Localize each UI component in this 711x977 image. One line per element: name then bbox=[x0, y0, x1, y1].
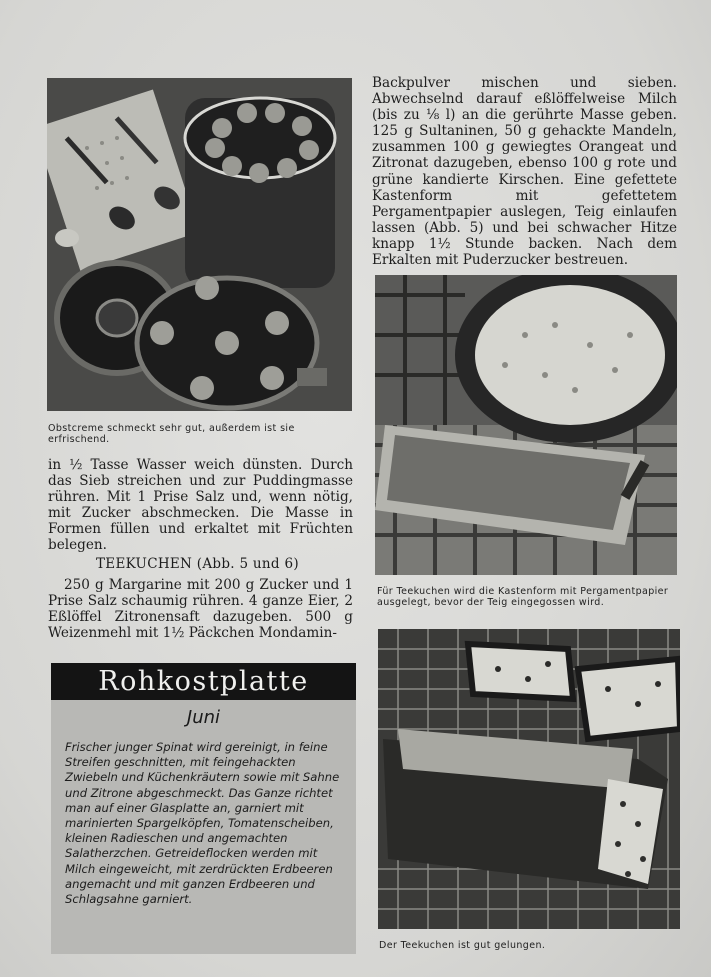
caption-kastenform: Für Teekuchen wird die Kastenform mit Pergamentpapier ausgelegt, bevor der Teig eingegossen wird. bbox=[377, 586, 669, 608]
rohkostplatte-box bbox=[51, 663, 356, 954]
photo-teekuchen bbox=[378, 629, 680, 929]
rohkostplatte-month: Juni bbox=[186, 707, 221, 728]
photo-kastenform bbox=[375, 275, 677, 575]
caption-teekuchen: Der Teekuchen ist gut gelungen. bbox=[379, 940, 546, 951]
paragraph-teekuchen: 250 g Margarine mit 200 g Zucker und 1 Prise Salz schaumig rühren. 4 ganze Eier, 2 Eßlöffel Zitronensaft dazugeben. 500 g Weizenmehl mit 1½ Päckchen Mondamin- bbox=[48, 577, 353, 642]
rohkostplatte-text: Frischer junger Spinat wird gereinigt, in feine Streifen geschnitten, mit feingehackten Zwiebeln und Küchenkräutern sowie mit Sahne und Zitrone abgeschmeckt. Das Ganze richtet man auf einer Glasplatte an, garniert mit marinierten Spargelköpfen, Tomatenscheiben, kleinen Radieschen und angemachten Salatherzchen. Getreideflocken werden mit Milch eingeweicht, mit zerdrückten Erdbeeren angemacht und mit ganzen Erdbeeren und Schlagsahne garniert. bbox=[65, 740, 340, 907]
paragraph-backpulver: Backpulver mischen und sieben. Abwechselnd darauf eßlöffelweise Milch (bis zu ⅛ l) an die gerührte Masse geben. 125 g Sultaninen, 50 g gehackte Mandeln, zusammen 100 g gewiegtes Orangeat und Zitronat dazugeben, ebenso 100 g rote und grüne kandierte Kirschen. Eine gefettete Kastenform mit gefettetem Pergamentpapier auslegen, Teig einlaufen lassen (Abb. 5) und bei schwacher Hitze knapp 1½ Stunde backen. Nach dem Erkalten mit Puderzucker bestreuen. bbox=[372, 75, 677, 269]
right-column-text bbox=[372, 75, 677, 268]
left-column-text bbox=[48, 457, 353, 554]
recipe-text bbox=[48, 577, 353, 641]
photo-obstcreme bbox=[47, 78, 352, 411]
caption-obstcreme: Obstcreme schmeckt sehr gut, außerdem ist sie erfrischend. bbox=[48, 423, 295, 445]
paragraph-puddingmasse: in ½ Tasse Wasser weich dünsten. Durch das Sieb streichen und zur Puddingmasse rühren. Mit 1 Prise Salz und, wenn nötig, mit Zucker abschmecken. Die Masse in Formen füllen und erkaltet mit Früchten belegen. bbox=[48, 457, 353, 554]
recipe-heading: TEEKUCHEN (Abb. 5 und 6) bbox=[96, 556, 299, 572]
rohkostplatte-title: Rohkostplatte bbox=[51, 663, 356, 700]
